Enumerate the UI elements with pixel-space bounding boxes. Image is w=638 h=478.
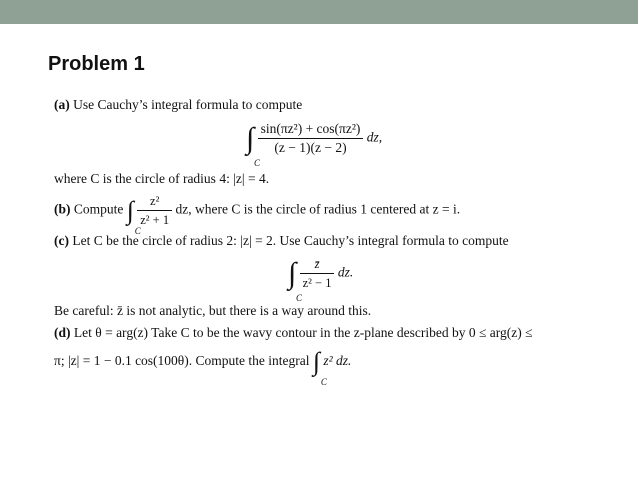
part-a-denominator: (z − 1)(z − 2) — [274, 140, 347, 155]
part-c-intro-line — [54, 233, 509, 249]
part-d-line1-text: Let θ = arg(z) Take C to be the wavy contour in the z-plane described by 0 ≤ arg(z) ≤ — [73, 325, 533, 340]
part-b-denominator: z² + 1 — [140, 213, 170, 227]
integral-sign-icon: ∫ C — [246, 124, 254, 154]
part-b-numerator: z² — [137, 193, 172, 211]
part-b-contour: C — [134, 225, 141, 236]
page-title: Problem 1 — [48, 53, 145, 75]
top-banner — [0, 0, 638, 24]
part-d-line-2 — [54, 347, 352, 387]
part-b-fraction — [137, 193, 172, 228]
part-c-label: (c) — [54, 233, 69, 248]
part-c-denominator: z² − 1 — [302, 276, 332, 290]
part-a-contour: C — [254, 157, 261, 168]
integral-sign-icon: ∫ C — [313, 347, 320, 377]
part-c-note: Be careful: z̄ is not analytic, but there is a way around this. — [54, 303, 372, 318]
part-a-intro-line — [54, 97, 302, 113]
part-d-contour: C — [320, 377, 327, 387]
part-d-label: (d) — [54, 325, 71, 340]
part-c-fraction — [300, 256, 335, 291]
integral-sign-icon: ∫ C — [127, 196, 134, 226]
part-c-integral — [288, 256, 354, 303]
part-a-intro: Use Cauchy’s integral formula to compute — [73, 97, 303, 112]
part-a-fraction — [258, 121, 364, 156]
part-c-contour: C — [296, 292, 303, 303]
part-a-condition: where C is the circle of radius 4: |z| = 4. — [54, 171, 270, 186]
part-d-line-1 — [54, 325, 533, 341]
part-b-label: (b) — [54, 201, 71, 217]
part-d-line2-text: π; |z| = 1 − 0.1 cos(100θ). Compute the integral — [54, 353, 310, 369]
integral-sign-icon: ∫ C — [288, 259, 296, 289]
part-d-integrand: z² dz. — [323, 353, 352, 369]
part-a-label: (a) — [54, 97, 70, 112]
part-a-differential: dz, — [366, 129, 383, 145]
part-c-intro: Let C be the circle of radius 2: |z| = 2. Use Cauchy’s integral formula to compute — [72, 233, 509, 248]
part-a-integral — [246, 121, 383, 168]
part-b-rest: dz, where C is the circle of radius 1 centered at z = i. — [175, 201, 461, 217]
part-b-line — [54, 193, 461, 236]
part-a-numerator: sin(πz²) + cos(πz²) — [258, 121, 364, 139]
part-b-intro: Compute — [73, 201, 124, 217]
part-c-differential: dz. — [337, 264, 354, 280]
part-c-numerator: z̄ — [300, 256, 335, 274]
